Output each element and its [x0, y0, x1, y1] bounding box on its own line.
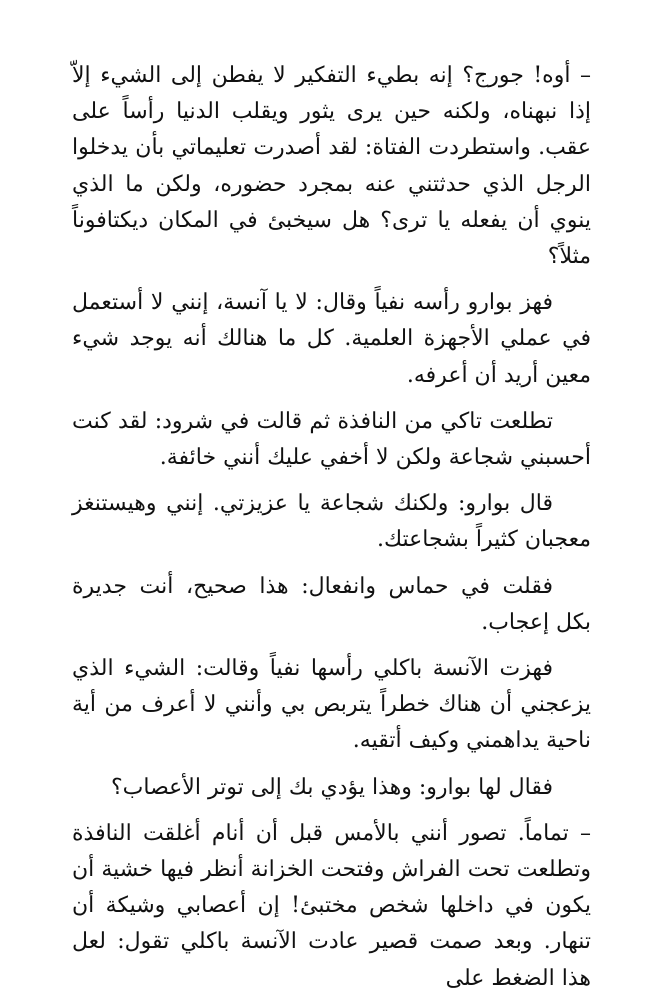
paragraph-7: فقال لها بوارو: وهذا يؤدي بك إلى توتر الأعصاب؟ — [111, 774, 553, 800]
paragraph-3: تطلعت تاكي من النافذة ثم قالت في شرود: لقد كنت أحسبني شجاعة ولكن لا أخفي عليك أنني خائفة. — [72, 408, 591, 471]
paragraph-5: فقلت في حماس وانفعال: هذا صحيح، أنت جديرة بكل إعجاب. — [72, 573, 591, 635]
paragraph-6: فهزت الآنسة باكلي رأسها نفياً وقالت: الشيء الذي يزعجني أن هناك خطراً يتربص بي وأنني لا أعرف من أية ناحية يداهمني وكيف أتقيه. — [72, 656, 591, 754]
paragraph-8: – تماماً. تصور أنني بالأمس قبل أن أنام أغلقت النافذة وتطلعت تحت الفراش وفتحت الخزانة أنظر فيها خشية أن يكون في داخلها شخص مختبئ! إن أعصابي وشيكة أن تنهار. وبعد صمت قصير عادت الآنسة باكلي تقول: لعل هذا الضغط على — [72, 820, 591, 991]
paragraph-1: – أوه! جورج؟ إنه بطيء التفكير لا يفطن إلى الشيء إلاّ إذا نبهناه، ولكنه حين يرى يثور ويقلب الدنيا رأساً على عقب. واستطردت الفتاة: لقد أصدرت تعليماتي بأن يدخلوا الرجل الذي حدثتني عنه بمجرد حضوره، ولكن ما الذي ينوي أن يفعله يا ترى؟ هل سيخبئ في المكان ديكتافوناً مثلاً؟ — [72, 63, 591, 270]
paragraph-2: فهز بوارو رأسه نفياً وقال: لا يا آنسة، إنني لا أستعمل في عملي الأجهزة العلمية. كل ما هنالك أنه يوجد شيء معين أريد أن أعرفه. — [72, 290, 591, 388]
paragraph-4: قال بوارو: ولكنك شجاعة يا عزيزتي. إنني وهيستنغز معجبان كثيراً بشجاعتك. — [72, 491, 591, 553]
